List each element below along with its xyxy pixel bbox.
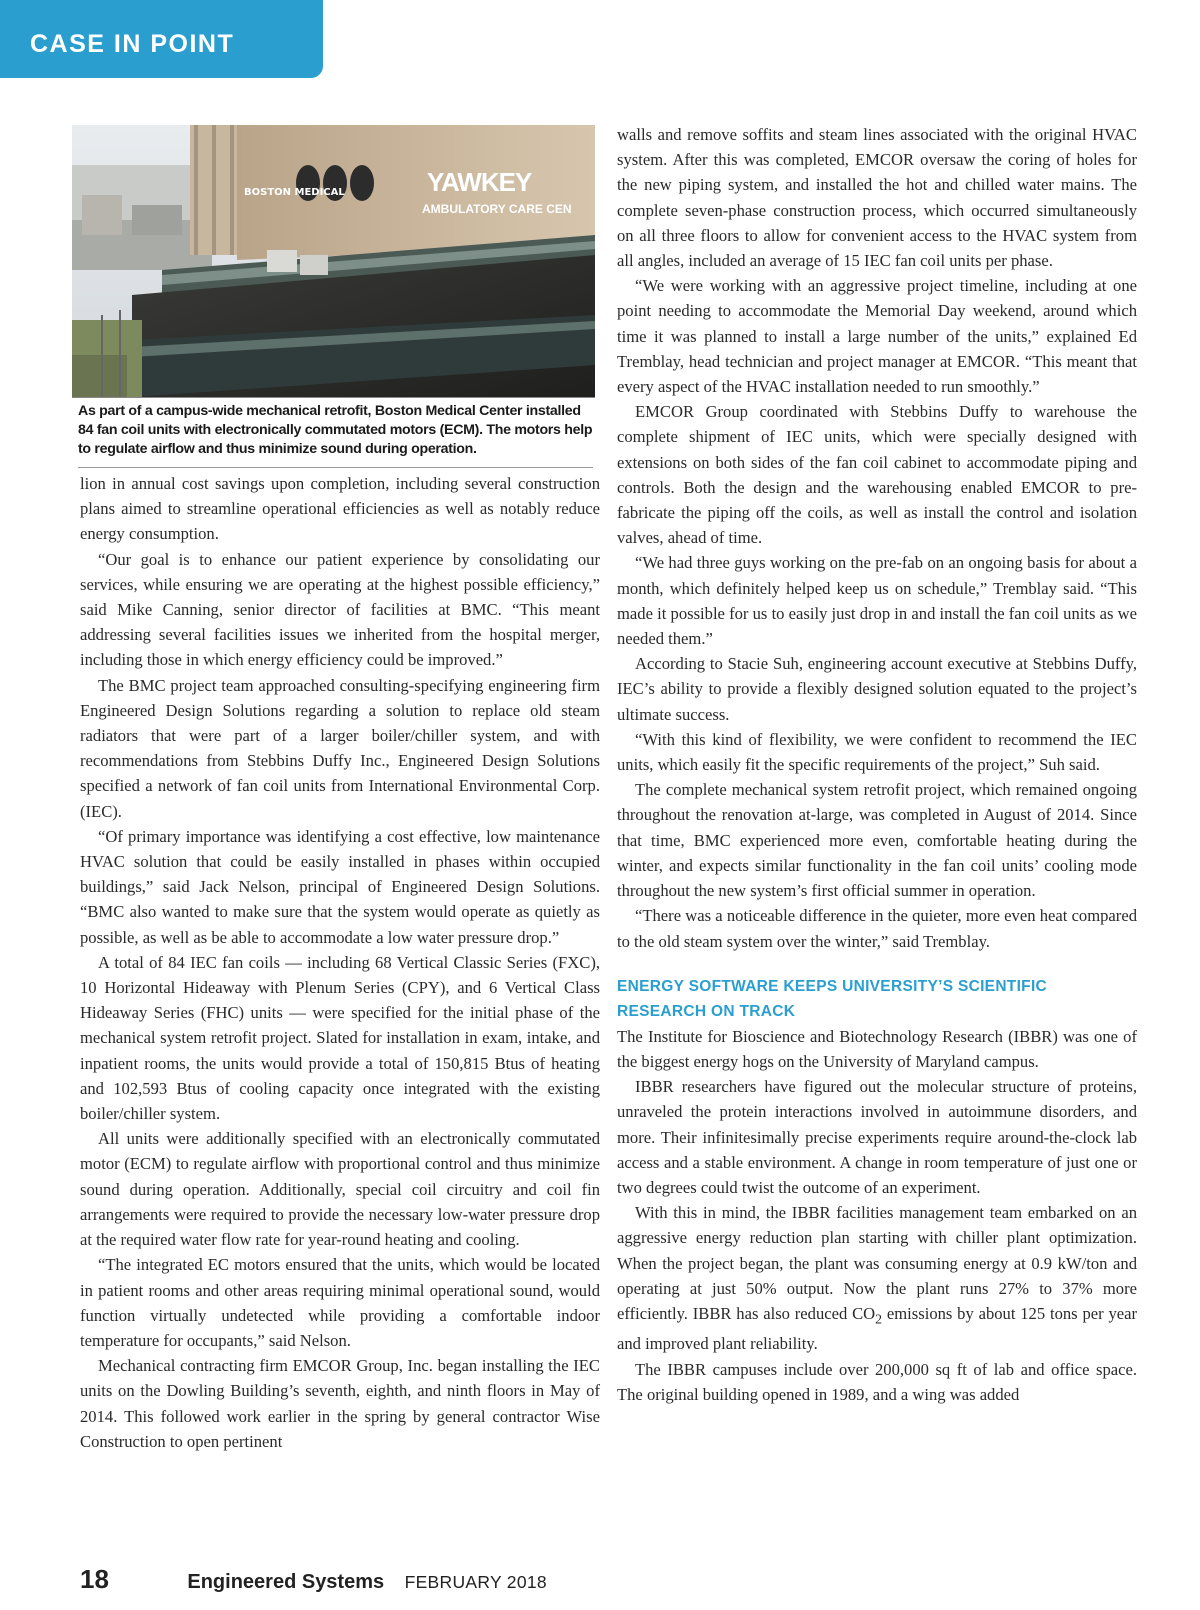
body-paragraph: “We had three guys working on the pre-fab on an ongoing basis for about a month, which definitely helped keep us on schedule,” Tremblay said. “This made it possible for us to easily just drop in and install the fan coil units as we needed them.” <box>617 553 1137 649</box>
page-number: 18 <box>80 1564 109 1594</box>
section-tab <box>0 0 323 78</box>
co2-subscript: 2 <box>875 1311 883 1327</box>
body-paragraph: The Institute for Bioscience and Biotechnology Research (IBBR) was one of the biggest energy hogs on the University of Maryland campus. <box>617 1026 1137 1071</box>
section-label: CASE IN POINT <box>30 30 235 58</box>
magazine-title: Engineered Systems <box>187 1571 385 1593</box>
body-paragraph: All units were additionally specified with an electronically commutated motor (ECM) to regulate airflow with proportional control and thus minimize sound during operation. Additionally, special coil circuitry and coil fin arrangements were required to provide the necessary low-water pressure drop at the required water flow rate for year-round heating and cooling. <box>80 1129 600 1250</box>
body-paragraph: “We were working with an aggressive project timeline, including at one point needing to accommodate the Memorial Day weekend, around which time it was planned to install a large number of the units,” explained Ed Tremblay, head technician and project manager at EMCOR. “This meant that every aspect of the HVAC installation needed to run smoothly.” <box>617 276 1137 397</box>
issue-date: FEBRUARY 2018 <box>404 1572 547 1592</box>
building-logo: BOSTON MEDICAL <box>244 187 345 198</box>
body-paragraph: According to Stacie Suh, engineering account executive at Stebbins Duffy, IEC’s ability to provide a flexibly designed solution equated to the project’s ultimate success. <box>617 654 1137 724</box>
body-paragraph-co2 <box>617 1200 1137 1357</box>
building-subsign: AMBULATORY CARE CEN <box>422 202 572 216</box>
body-paragraph: The complete mechanical system retrofit project, which remained ongoing throughout the renovation at-large, was completed in August of 2014. Since that time, BMC experienced more even, comfortable heating during the winter, and expects similar functionality in the fan coil units’ cooling mode throughout the new system’s first official summer in operation. <box>617 780 1137 901</box>
body-paragraph: The IBBR campuses include over 200,000 sq ft of lab and office space. The original building opened in 1989, and a wing was added <box>617 1359 1137 1404</box>
body-paragraph: walls and remove soffits and steam lines associated with the original HVAC system. After this was completed, EMCOR oversaw the coring of holes for the new piping system, and installed the hot and chilled water mains. The complete seven-phase construction process, which occurred simultaneously on all three floors to allow for convenient access to the HVAC system from all angles, included an average of 15 IEC fan coil units per phase. <box>617 125 1137 271</box>
body-paragraph: “There was a noticeable difference in the quieter, more even heat compared to the old steam system over the winter,” said Tremblay. <box>617 906 1137 951</box>
body-paragraph: “With this kind of flexibility, we were confident to recommend the IEC units, which easily fit the specific requirements of the project,” Suh said. <box>617 729 1137 775</box>
building-photo <box>72 125 595 398</box>
building-sign: YAWKEY <box>427 167 532 197</box>
co2-text-after: emissions by about 125 tons per year and improved plant reliability. <box>617 1303 1137 1354</box>
page-footer <box>80 1564 547 1595</box>
left-column <box>80 471 600 1454</box>
body-paragraph: Mechanical contracting firm EMCOR Group, Inc. began installing the IEC units on the Dowling Building’s seventh, eighth, and ninth floors in May of 2014. This followed work earlier in the spring by general contractor Wise Construction to open pertinent <box>80 1356 600 1451</box>
body-paragraph: lion in annual cost savings upon completion, including several construction plans aimed to streamline operational efficiencies as well as notably reduce energy consumption. <box>80 474 600 544</box>
photo-caption: As part of a campus-wide mechanical retrofit, Boston Medical Center installed 84 fan coil units with electronically commutated motors (ECM). The motors help to regulate airflow and thus minimize sound during operation. <box>78 402 593 468</box>
body-paragraph: IBBR researchers have figured out the molecular structure of proteins, unraveled the protein interactions involved in autoimmune disorders, and more. Their infinitesimally precise experiments require around-the-clock lab access and a stable environment. A change in room temperature of just one or two degrees could twist the outcome of an experiment. <box>617 1077 1137 1197</box>
right-column <box>617 122 1137 1407</box>
body-paragraph: A total of 84 IEC fan coils — including 68 Vertical Classic Series (FXC), 10 Horizontal Hideaway with Plenum Series (CPY), and 6 Vertical Class Hideaway Series (FHC) units — were specified for the initial phase of the mechanical system retrofit project. Slated for installation in exam, intake, and inpatient rooms, the units would provide a total of 150,815 Btus of heating and 102,593 Btus of cooling capacity once integrated with the existing boiler/chiller system. <box>80 952 600 1124</box>
section-subhead: ENERGY SOFTWARE KEEPS UNIVERSITY’S SCIENTIFIC RESEARCH ON TRACK <box>617 977 1048 1020</box>
body-paragraph: The BMC project team approached consulting-specifying engineering firm Engineered Design Solutions regarding a solution to replace old steam radiators that were part of a larger boiler/chiller system, and with recommendations from Stebbins Duffy Inc., Engineered Design Solutions specified a network of fan coil units from International Environmental Corp. (IEC). <box>80 675 600 821</box>
body-paragraph: “The integrated EC motors ensured that the units, which would be located in patient rooms and other areas requiring minimal operational sound, would function virtually undetected while providing a comfortable indoor temperature for occupants,” said Nelson. <box>80 1255 600 1350</box>
co2-text-before: With this in mind, the IBBR facilities management team embarked on an aggressive energy reduction plan starting with chiller plant optimization. When the project began, the plant was consuming energy at 0.9 kW/ton and operating at just 50% output. Now the plant runs 27% to 37% more efficiently. IBBR has also reduced CO <box>617 1203 1137 1323</box>
body-paragraph: “Of primary importance was identifying a cost effective, low maintenance HVAC solution that could be easily installed in phases within occupied buildings,” said Jack Nelson, principal of Engineered Design Solutions. “BMC also wanted to make sure that the system would operate as quietly as possible, as well as be able to accommodate a low water pressure drop.” <box>80 826 600 947</box>
body-paragraph: “Our goal is to enhance our patient experience by consolidating our services, while ensuring we are operating at the highest possible efficiency,” said Mike Canning, senior director of facilities at BMC. “This meant addressing several facilities issues we inherited from the hospital merger, including those in which energy efficiency could be improved.” <box>80 549 600 670</box>
body-paragraph: EMCOR Group coordinated with Stebbins Duffy to warehouse the complete shipment of IEC units, which were specially designed with extensions on both sides of the fan coil cabinet to accommodate piping and controls. Both the design and the warehousing enabled EMCOR to pre-fabricate the piping off the coils, as well as install the control and isolation valves, ahead of time. <box>617 402 1137 548</box>
